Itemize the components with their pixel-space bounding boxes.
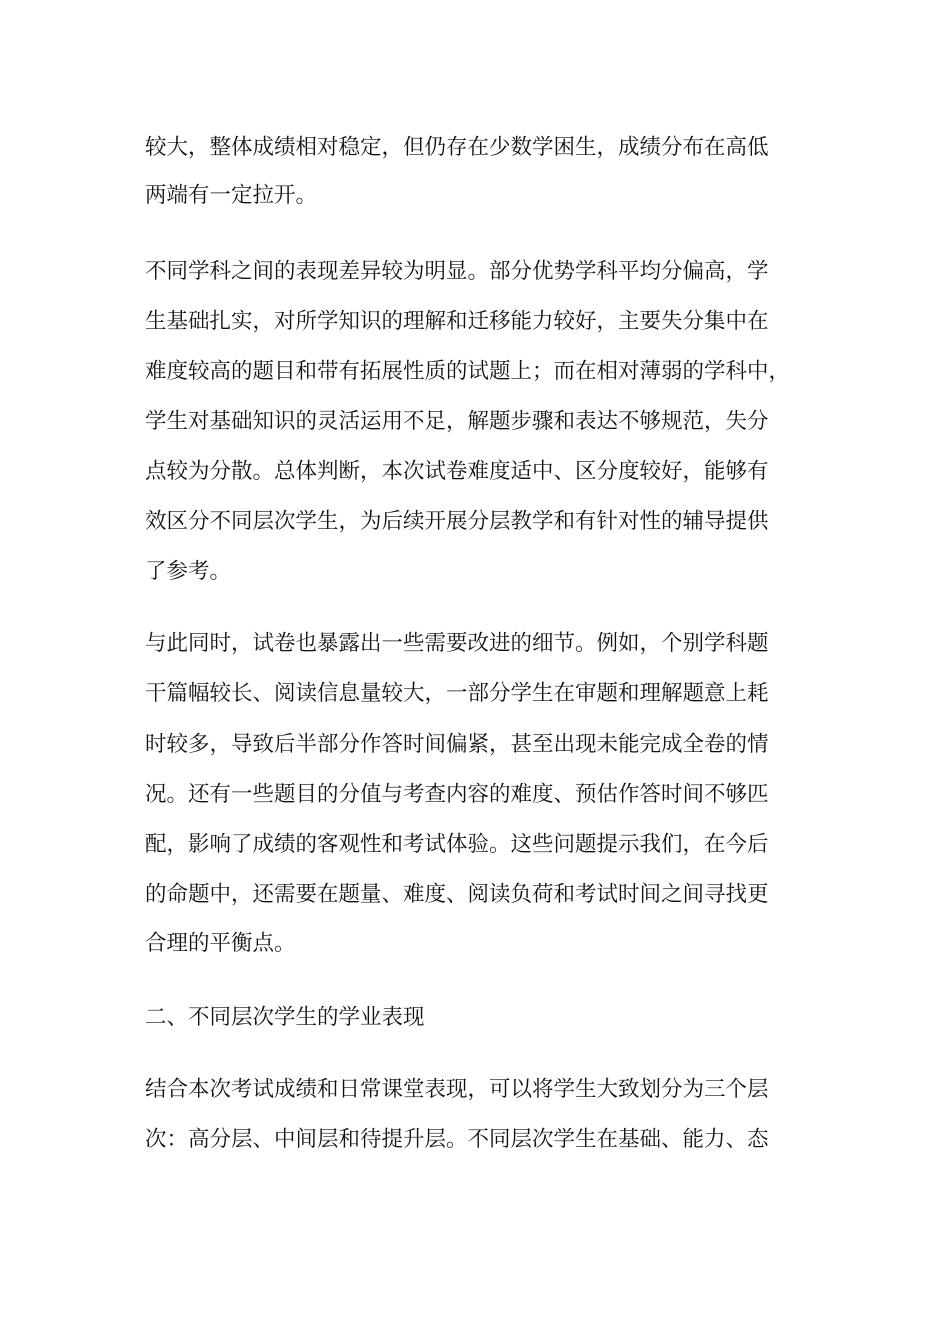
paragraph-3-line-5: 配，影响了成绩的客观性和考试体验。这些问题提示我们，在今后 — [145, 832, 769, 857]
paragraph-2-line-3: 难度较高的题目和带有拓展性质的试题上；而在相对薄弱的学科中， — [145, 359, 791, 384]
paragraph-3-line-4: 况。还有一些题目的分值与考查内容的难度、预估作答时间不够匹 — [145, 782, 769, 807]
paragraph-2-line-6: 效区分不同层次学生，为后续开展分层教学和有针对性的辅导提供 — [145, 509, 769, 534]
paragraph-2-line-1: 不同学科之间的表现差异较为明显。部分优势学科平均分偏高，学 — [145, 259, 769, 284]
paragraph-2-line-5: 点较为分散。总体判断，本次试卷难度适中、区分度较好，能够有 — [145, 459, 769, 484]
paragraph-1-line-1: 较大，整体成绩相对稳定，但仍存在少数学困生，成绩分布在高低 — [145, 135, 769, 160]
paragraph-1-line-2: 两端有一定拉开。 — [145, 183, 318, 208]
paragraph-3-line-2: 干篇幅较长、阅读信息量较大，一部分学生在审题和理解题意上耗 — [145, 681, 769, 706]
paragraph-2-line-2: 生基础扎实，对所学知识的理解和迁移能力较好，主要失分集中在 — [145, 309, 769, 334]
paragraph-3-line-7: 合理的平衡点。 — [145, 931, 296, 956]
paragraph-3-line-6: 的命题中，还需要在题量、难度、阅读负荷和考试时间之间寻找更 — [145, 882, 769, 907]
paragraph-3-line-3: 时较多，导致后半部分作答时间偏紧，甚至出现未能完成全卷的情 — [145, 732, 769, 757]
paragraph-2-line-7: 了参考。 — [145, 559, 232, 584]
paragraph-4-line-1: 结合本次考试成绩和日常课堂表现，可以将学生大致划分为三个层 — [145, 1077, 769, 1102]
paragraph-3-line-1: 与此同时，试卷也暴露出一些需要改进的细节。例如，个别学科题 — [145, 631, 769, 656]
paragraph-4-line-2: 次：高分层、中间层和待提升层。不同层次学生在基础、能力、态 — [145, 1127, 769, 1152]
paragraph-2-line-4: 学生对基础知识的灵活运用不足，解题步骤和表达不够规范，失分 — [145, 409, 769, 434]
section-heading: 二、不同层次学生的学业表现 — [145, 1005, 425, 1030]
